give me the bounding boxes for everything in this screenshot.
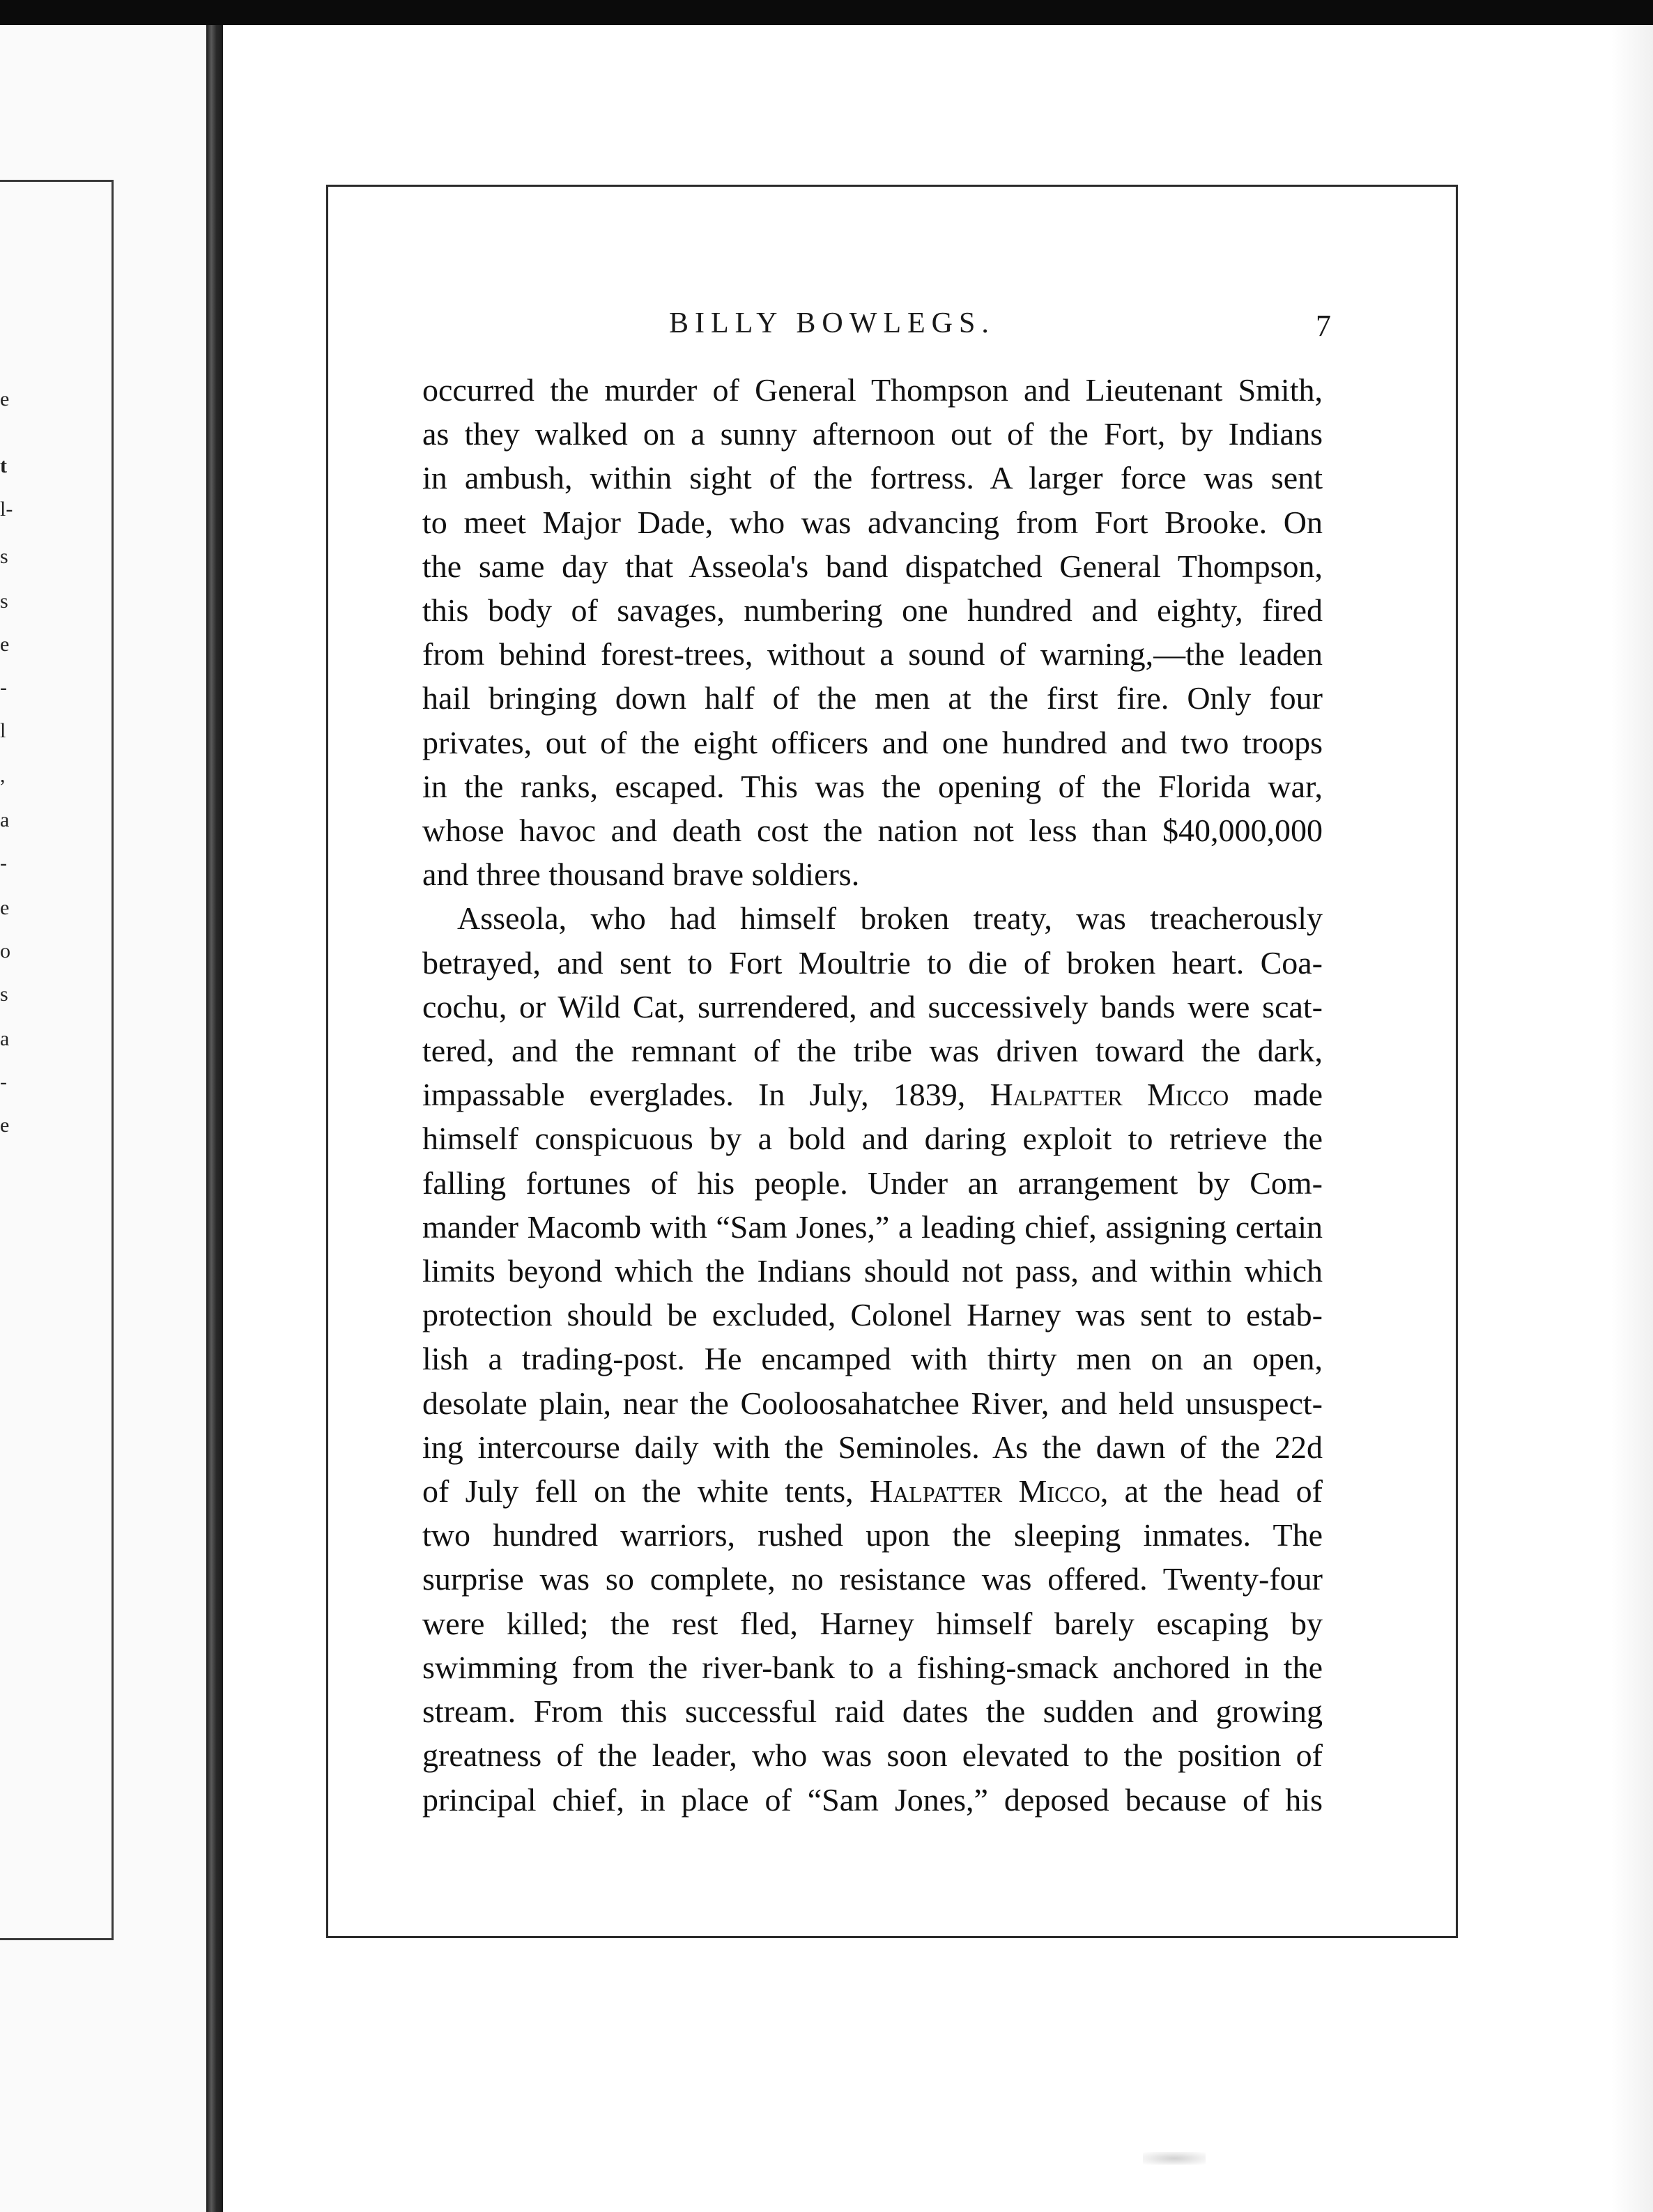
text-line: greatness of the leader, who was soon elevated to the position of xyxy=(422,1737,1323,1774)
text-line: were killed; the rest fled, Harney himself barely escaping by xyxy=(422,1605,1323,1641)
text-line: occurred the murder of General Thompson and Lieutenant Smith, xyxy=(422,372,1323,408)
text-line: desolate plain, near the Cooloosahatchee River, and held unsuspect- xyxy=(422,1385,1323,1421)
scan-top-band xyxy=(0,0,1653,25)
margin-fragment: s xyxy=(0,545,8,568)
small-caps-name: Halpatter Micco xyxy=(869,1473,1100,1510)
text-line: lish a trading-post. He encamped with thirty men on an open, xyxy=(422,1341,1323,1377)
text-line: protection should be excluded, Colonel Harney was sent to estab- xyxy=(422,1297,1323,1333)
margin-fragment: o xyxy=(0,939,10,962)
text-line: swimming from the river-bank to a fishing-smack anchored in the xyxy=(422,1649,1323,1685)
margin-fragment: - xyxy=(0,852,7,875)
scan-smudge xyxy=(1143,2152,1206,2165)
margin-fragment: a xyxy=(0,1027,10,1050)
text-line: privates, out of the eight officers and one hundred and two troops xyxy=(422,724,1323,760)
margin-fragment: l xyxy=(0,719,6,742)
text-segment: made xyxy=(1253,1077,1323,1113)
text-line: himself conspicuous by a bold and daring exploit to retrieve the xyxy=(422,1121,1323,1157)
margin-fragment: , xyxy=(0,764,6,787)
text-line: the same day that Asseola's band dispatched General Thompson, xyxy=(422,548,1323,584)
text-line: betrayed, and sent to Fort Moultrie to die of broken heart. Coa- xyxy=(422,944,1323,981)
left-page xyxy=(0,25,210,2212)
text-line: in the ranks, escaped. This was the opening of the Florida war, xyxy=(422,768,1323,804)
text-line: and three thousand brave soldiers. xyxy=(422,857,860,893)
text-line: stream. From this successful raid dates the sudden and growing xyxy=(422,1693,1323,1730)
text-line: in ambush, within sight of the fortress. A larger force was sent xyxy=(422,460,1323,496)
text-line: cochu, or Wild Cat, surrendered, and successively bands were scat- xyxy=(422,988,1323,1024)
text-line: two hundred warriors, rushed upon the sleeping inmates. The xyxy=(422,1517,1323,1553)
margin-fragment: e xyxy=(0,633,10,656)
margin-fragment: e xyxy=(0,1114,10,1137)
book-spine xyxy=(206,25,223,2212)
margin-fragment: l- xyxy=(0,498,13,521)
small-caps-name: Halpatter Micco xyxy=(990,1077,1229,1113)
margin-fragment: e xyxy=(0,896,10,919)
text-segment: impassable everglades. In July, 1839, xyxy=(422,1077,966,1113)
text-line: falling fortunes of his people. Under an arrangement by Com- xyxy=(422,1165,1323,1201)
text-line xyxy=(422,1073,1323,1116)
margin-fragment: a xyxy=(0,808,10,831)
text-line: hail bringing down half of the men at the first fire. Only four xyxy=(422,680,1323,716)
running-head: BILLY BOWLEGS. xyxy=(669,307,995,339)
text-line: mander Macomb with “Sam Jones,” a leading chief, assigning certain xyxy=(422,1208,1323,1245)
text-line: ing intercourse daily with the Seminoles. As the dawn of the 22d xyxy=(422,1429,1323,1465)
text-line: tered, and the remnant of the tribe was driven toward the dark, xyxy=(422,1033,1323,1069)
text-segment: , at the head of xyxy=(1100,1473,1323,1510)
page-number: 7 xyxy=(1316,309,1331,343)
margin-fragment: s xyxy=(0,983,8,1006)
text-line: principal chief, in place of “Sam Jones,” deposed because of his xyxy=(422,1781,1323,1818)
page-edge-shadow xyxy=(1611,25,1653,2212)
margin-fragment: t xyxy=(0,454,7,477)
text-line: from behind forest-trees, without a sound of warning,—the leaden xyxy=(422,636,1323,673)
body-text xyxy=(422,368,1323,1822)
text-line: limits beyond which the Indians should not pass, and within which xyxy=(422,1253,1323,1289)
text-line: to meet Major Dade, who was advancing from Fort Brooke. On xyxy=(422,504,1323,540)
margin-fragment: - xyxy=(0,676,7,699)
text-line: this body of savages, numbering one hundred and eighty, fired xyxy=(422,592,1323,629)
margin-fragment: - xyxy=(0,1070,7,1093)
margin-fragment: e xyxy=(0,387,10,410)
text-line: whose havoc and death cost the nation not less than $40,000,000 xyxy=(422,813,1323,849)
text-line: surprise was so complete, no resistance was offered. Twenty-four xyxy=(422,1561,1323,1597)
text-line xyxy=(422,1469,1323,1513)
left-page-frame xyxy=(0,180,114,1940)
text-segment: of July fell on the white tents, xyxy=(422,1473,854,1510)
text-line: as they walked on a sunny afternoon out of the Fort, by Indians xyxy=(422,416,1323,452)
margin-fragment: s xyxy=(0,590,8,613)
text-line: Asseola, who had himself broken treaty, was treacherously xyxy=(457,900,1323,937)
